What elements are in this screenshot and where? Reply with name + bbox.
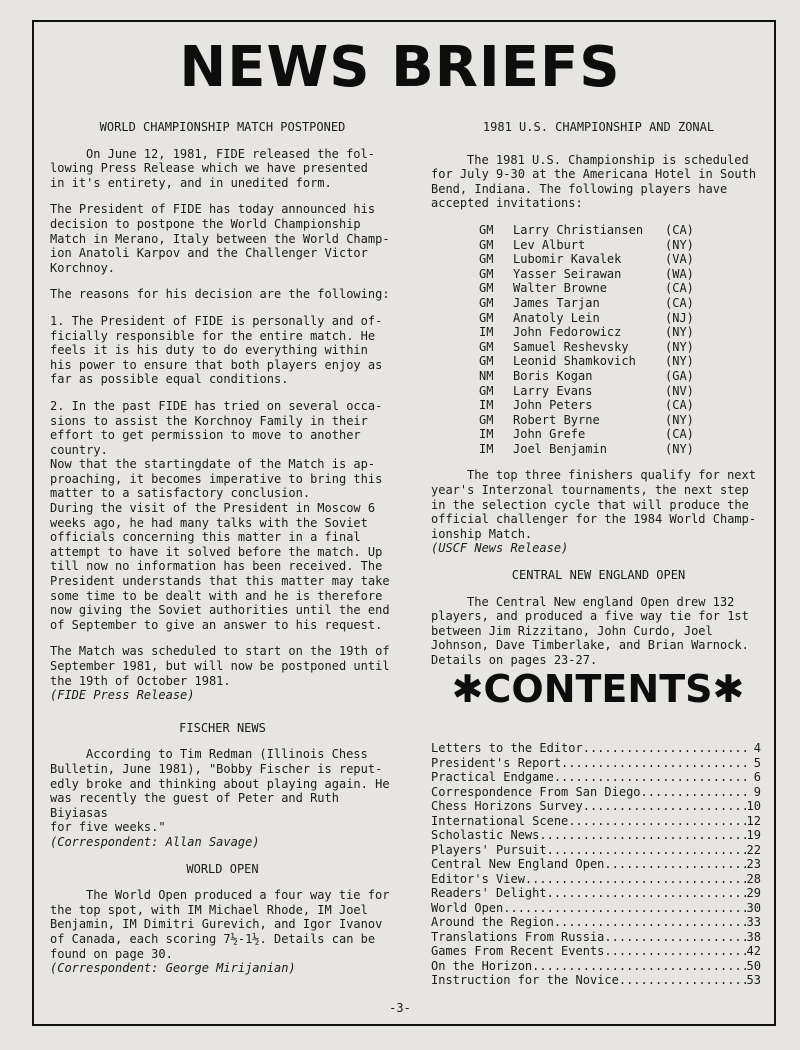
toc-entry [431,973,761,988]
toc-entry-title: Chess Horizons Survey [431,799,583,813]
player-title: GM [479,281,494,296]
toc-leader-dots [532,959,746,974]
toc-leader-dots [568,814,746,829]
toc-entry-title: Players' Pursuit [431,842,547,857]
toc-entry-page: 29 [746,886,761,900]
page-number: -3- [389,1001,411,1015]
player-title: IM [479,427,494,442]
toc-entry-title: Letters to the Editor [431,741,583,755]
player-state: (NV) [665,383,694,398]
toc-entry-page: 33 [746,915,761,929]
player-title: IM [479,441,494,456]
toc-leader-dots [619,973,747,988]
toc-entry-page: 9 [753,784,761,799]
player-row [479,252,766,267]
player-row [479,427,766,442]
player-name: Lubomir Kavalek [513,252,622,267]
toc-entry-title: World Open [431,900,504,915]
toc-entry [431,799,761,814]
player-state: (CA) [665,281,694,296]
toc-entry [431,814,761,829]
toc-entry-title: Games From Recent Events [431,944,605,958]
toc-leader-dots [604,857,746,872]
toc-entry [431,741,761,756]
paragraph: The President of FIDE has today announced his decision to postpone the World Championship Match in Merano, Italy between the World Champ- ion Anatoli Karpov and the Challenger Victor Korchnoy. [50,202,390,275]
toc-entry-title: Central New England Open [431,857,605,871]
player-name: James Tarjan [513,295,600,310]
player-title: GM [479,310,494,325]
player-row [479,238,766,253]
toc-entry-title: Instruction for the Novice [431,973,619,987]
section-heading-world-championship: WORLD CHAMPIONSHIP MATCH POSTPONED [99,120,346,134]
section-heading-fischer-news: FISCHER NEWS [179,720,266,735]
toc-entry-title: Scholastic News [431,828,540,842]
source-credit: (Correspondent: George Mirijanian) [50,961,296,976]
toc-entry-title: International Scene [431,813,569,828]
player-state: (NY) [665,354,694,369]
player-title: GM [479,295,494,310]
player-state: (NY) [665,339,694,354]
paragraph: 2. In the past FIDE has tried on several occa- sions to assist the Korchnoy Family in their effort to get permission to move to another country. Now that the startingdate of the Match is ap- proaching, it becomes imperative to bring this matter to a satisfactory conclusion. During the visit of the President in Moscow 6 weeks ago, he had many talks with the Soviet officials concerning this matter in a final attempt to have it solved before the match. Up till now no information has been received. The President understands that this matter may take some time to be dealt with and he is therefore now giving the Soviet authorities until the end of September to give an answer to his request. [50,398,390,632]
player-state: (NY) [665,237,694,252]
asterisk-icon: ✱ [451,667,484,711]
asterisk-icon: ✱ [712,667,745,711]
player-row [479,296,766,311]
toc-entry-page: 19 [746,828,761,842]
toc-entry [431,857,761,872]
player-row [479,442,766,457]
source-credit: (USCF News Release) [431,541,569,556]
player-title: GM [479,339,494,354]
toc-entry-title: Translations From Russia [431,929,605,944]
toc-entry [431,785,761,800]
player-row [479,223,766,238]
toc-leader-dots [525,872,747,887]
toc-entry-page: 50 [746,958,761,973]
toc-entry [431,872,761,887]
toc-entry-title: Readers' Delight [431,886,547,900]
player-name: John Fedorowicz [513,325,622,340]
player-state: (CA) [665,427,694,442]
player-state: (WA) [665,266,694,281]
player-name: Walter Browne [513,281,607,296]
toc-entry-page: 4 [753,741,761,755]
paragraph: According to Tim Redman (Illinois Chess Bulletin, June 1981), "Bobby Fischer is reput- edly broke and thinking about playing again. He was recently the guest of Peter and Ruth Biyiasas for five weeks." [50,747,390,835]
toc-leader-dots [583,741,747,756]
toc-entry [431,959,761,974]
player-row [479,384,766,399]
player-title: GM [479,222,494,237]
toc-entry-page: 12 [746,813,761,828]
toc-leader-dots [583,799,747,814]
paragraph: The reasons for his decision are the following: [50,287,390,302]
toc-leader-dots [554,770,747,785]
player-state: (CA) [665,222,694,237]
player-row [479,398,766,413]
section-heading-central-new-england-open: CENTRAL NEW ENGLAND OPEN [511,568,686,583]
toc-entry-page: 30 [746,900,761,915]
toc-leader-dots [547,843,747,858]
player-name: Robert Byrne [513,412,600,427]
toc-entry-page: 28 [746,871,761,886]
player-title: GM [479,266,494,281]
player-list [479,223,766,457]
player-name: Yasser Seirawan [513,266,622,281]
player-name: Larry Christiansen [513,222,644,237]
player-title: GM [479,412,494,427]
paragraph: 1. The President of FIDE is personally and of- ficially responsible for the entire match. He feels it is his duty to do everything within his power to ensure that both players enjoy as far as possible equal conditions. [50,313,383,387]
toc-entry [431,901,761,916]
paragraph: The World Open produced a four way tie for the top spot, with IM Michael Rhode, IM Joel Benjamin, IM Dimitri Gurevich, and Igor Ivanov of Canada, each scoring 7½-1½. Details can be found on page 30. [50,888,390,961]
player-state: (NY) [665,325,694,340]
player-row [479,354,766,369]
toc-entry-page: 6 [753,770,761,784]
toc-entry [431,930,761,945]
toc-entry-page: 38 [746,929,761,944]
player-name: Anatoly Lein [513,310,600,325]
toc-entry-page: 23 [746,857,761,871]
player-name: Samuel Reshevsky [513,339,629,354]
toc-entry-page: 22 [746,842,761,857]
table-of-contents [431,741,761,988]
player-name: Joel Benjamin [513,441,607,456]
player-state: (VA) [665,252,694,267]
player-row [479,325,766,340]
contents-title: CONTENTS [483,667,713,711]
toc-entry-title: Correspondence From San Diego [431,784,641,799]
section-heading-us-championship: 1981 U.S. CHAMPIONSHIP AND ZONAL [482,120,715,134]
toc-entry [431,915,761,930]
toc-entry-title: President's Report [431,755,562,770]
source-credit: (FIDE Press Release) [50,688,195,703]
player-title: IM [479,325,494,340]
player-name: Larry Evans [513,383,593,398]
toc-entry-page: 5 [753,755,761,770]
paragraph: The Match was scheduled to start on the 19th of September 1981, but will now be postponed until the 19th of October 1981. [50,644,390,688]
paragraph: On June 12, 1981, FIDE released the fol- lowing Press Release which we have presented in it's entirety, and in unedited form. [50,146,375,190]
player-name: John Peters [513,398,593,413]
toc-entry-title: Editor's View [431,871,525,886]
player-row [479,311,766,326]
paragraph: The Central New england Open drew 132 players, and produced a five way tie for 1st between Jim Rizzitano, John Curdo, Joel Johnson, Dave Timberlake, and Brian Warnock. Details on pages 23-27. [431,594,749,667]
toc-entry-page: 10 [746,799,761,813]
player-row [479,281,766,296]
player-state: (GA) [665,368,694,383]
player-title: GM [479,354,494,369]
player-state: (NY) [665,441,694,456]
section-heading-world-open: WORLD OPEN [186,861,259,876]
toc-entry-title: Practical Endgame [431,770,554,784]
player-state: (NY) [665,412,694,427]
toc-entry [431,886,761,901]
paragraph: The 1981 U.S. Championship is scheduled for July 9-30 at the Americana Hotel in South Bend, Indiana. The following players have accepted invitations: [431,152,757,211]
player-state: (CA) [665,398,694,413]
toc-entry [431,843,761,858]
toc-entry-page: 42 [746,944,761,958]
player-title: GM [479,237,494,252]
toc-leader-dots [539,828,746,843]
toc-leader-dots [641,785,747,800]
player-name: Boris Kogan [513,368,593,383]
toc-entry-title: On the Horizon [431,958,533,973]
toc-entry-title: Around the Region [431,915,554,929]
player-title: NM [479,368,494,383]
player-title: GM [479,252,494,267]
player-title: GM [479,383,494,398]
player-name: John Grefe [513,427,586,442]
player-name: Lev Alburt [513,237,586,252]
toc-leader-dots [554,915,747,930]
left-column [50,120,395,976]
paragraph: The top three finishers qualify for next year's Interzonal tournaments, the next step in the selection cycle that will produce the official challenger for the 1984 World Champ- ionship Match. [431,468,757,541]
contents-heading [418,666,778,712]
player-row [479,413,766,428]
player-name: Leonid Shamkovich [513,354,636,369]
player-row [479,340,766,355]
player-state: (CA) [665,295,694,310]
toc-leader-dots [561,756,747,771]
masthead-title: NEWS BRIEFS [179,35,621,100]
source-credit: (Correspondent: Allan Savage) [50,834,260,849]
toc-leader-dots [604,944,746,959]
toc-entry [431,770,761,785]
toc-entry [431,944,761,959]
toc-leader-dots [547,886,747,901]
toc-entry [431,828,761,843]
toc-leader-dots [503,901,746,916]
right-column [431,120,766,668]
player-title: IM [479,398,494,413]
player-row [479,267,766,282]
player-state: (NJ) [665,310,694,325]
player-row [479,369,766,384]
toc-leader-dots [604,930,746,945]
toc-entry-page: 53 [746,973,761,987]
toc-entry [431,756,761,771]
